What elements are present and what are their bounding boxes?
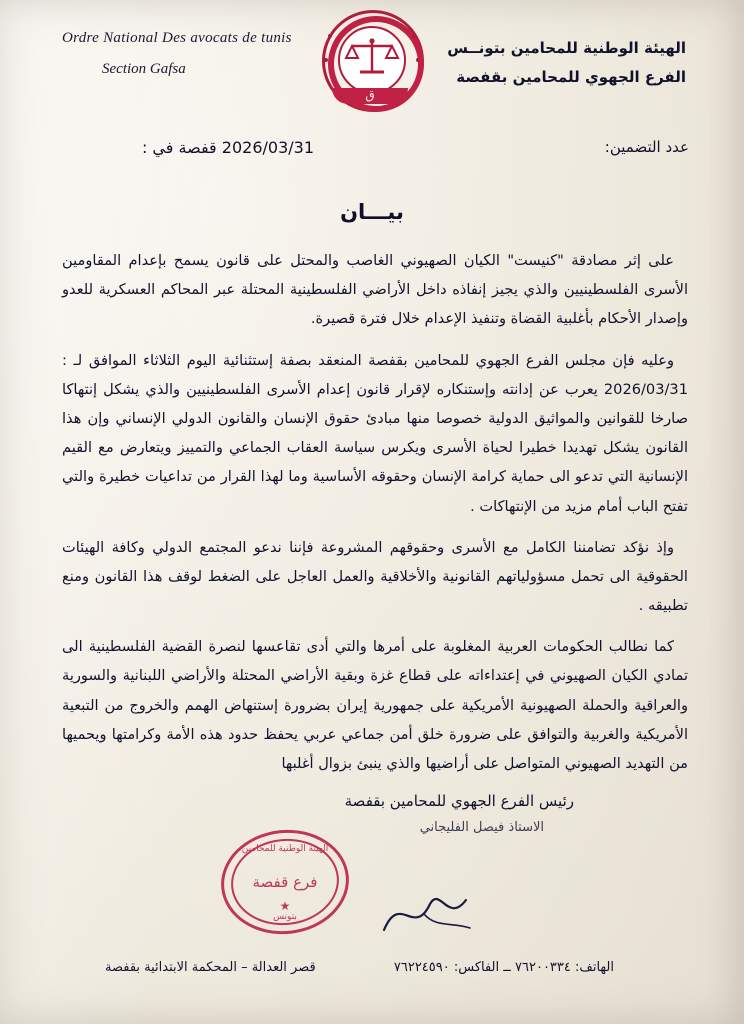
stamp-star-icon: ★ bbox=[279, 899, 291, 914]
seal-arabic-mark: ق bbox=[365, 88, 375, 102]
reference-number-label: عدد التضمين: bbox=[604, 138, 689, 156]
stamp-top-text: الهيئة الوطنية للمحامين bbox=[241, 844, 329, 855]
letterhead-arabic-line2: الفرع الجهوي للمحامين بقفصة bbox=[456, 67, 686, 86]
signatory-name: الاستاذ فيصل الفليجاني bbox=[419, 820, 544, 836]
letterhead-french-line1: Ordre National Des avocats de tunis bbox=[62, 30, 292, 46]
bar-association-seal-icon bbox=[316, 8, 428, 108]
document-date-label: قفصة في : bbox=[141, 138, 217, 157]
stamp-bottom-text: بتونس bbox=[273, 912, 297, 923]
letterhead-arabic bbox=[447, 34, 686, 91]
document-meta bbox=[0, 138, 744, 166]
letterhead bbox=[0, 0, 744, 120]
body-paragraph-2: وعليه فإن مجلس الفرع الجهوي للمحامين بقفصة المنعقد بصفة إستثنائية اليوم الثلاثاء الموافق لـ : 2026/03/31 يعرب عن إدانته وإستنكاره لإقرار قانون إعدام الأسرى الفلسطينيين والذي يشكل إنتهاكا صارخا للقوانين والمواثيق الدولية خصوصا منها مبادئ حقوق الإنسان والقانون الدولي الإنساني وإن هذا القانون يشكل تهديدا خطيرا لحياة الأسرى ويكرس سياسة العقاب الجماعي والتمييز ويتعارض مع القيم الإنسانية التي تدعو الى حماية كرامة الإنسان وحقوقه الأساسية وما لهذا القرار من تداعيات خطيرة والتي تفتح الباب أمام مزيد من الإنتهاكات . bbox=[62, 351, 688, 515]
body-paragraph-4: كما نطالب الحكومات العربية المغلوبة على أمرها والتي أدى تقاعسها لنصرة القضية الفلسطينية الى تمادي الكيان الصهيوني في إعتداءاته على قطاع غزة وبقية الأراضي المحتلة والأراضي اللبنانية والسورية والعراقية والحملة الصهيونية الأمريكية على جمهورية إيران بضرورة إستنهاض الهمم والخروج من التبعية الأمريكية والغربية والتوافق على ضرورة خلق أمن جماعي عربي يحفظ حدود هذه الأمة وكرامتها ويحميها من التهديد الصهيوني المتواصل على أراضيها والذي ينبئ بزوال أغلبها bbox=[62, 638, 688, 772]
body-paragraph-3: وإذ نؤكد تضامننا الكامل مع الأسرى وحقوقهم المشروعة فإننا ندعو المجتمع الدولي وكافة الهيئات الحقوقية الى تحمل مسؤولياتهم القانونية والأخلاقية والعمل العاجل على الضغط لوقف هذا القانون ومنع تطبيقه . bbox=[62, 538, 688, 615]
body-paragraph-1: على إثر مصادقة "كنيست" الكيان الصهيوني الغاصب والمحتل على قانون يسمح بإعدام المقاومين الأسرى الفلسطينيين والذي يجيز إنفاذه داخل الأراضي الفلسطينية المحتلة عبر المحاكم العسكرية للعدو وإصدار الأحكام بأغلبية القضاة وتنفيذ الإعدام خلال فترة قصيرة. bbox=[62, 252, 688, 328]
document-date bbox=[142, 138, 314, 157]
official-stamp bbox=[221, 830, 349, 934]
document-date-value: 2026/03/31 bbox=[221, 138, 314, 157]
signatory-role: رئيس الفرع الجهوي للمحامين بقفصة bbox=[344, 792, 574, 811]
seal-decorative-dots bbox=[316, 8, 428, 108]
letterhead-arabic-line1: الهيئة الوطنية للمحامين بتونــس bbox=[447, 39, 686, 57]
footer-address: قصر العدالة – المحكمة الابتدائية بقفصة bbox=[105, 960, 316, 975]
document-footer bbox=[0, 960, 744, 984]
signature-block bbox=[0, 792, 744, 962]
footer-phone: الهاتف: ٧٦٢٠٠٣٣٤ ــ الفاكس: ٧٦٢٢٤٥٩٠ bbox=[393, 960, 614, 975]
stamp-center-text: فرع قفصة bbox=[252, 873, 318, 892]
document-body bbox=[62, 246, 688, 778]
handwritten-signature bbox=[374, 884, 494, 944]
page-title: بيـــان bbox=[340, 200, 404, 224]
letterhead-french-line2: Section Gafsa bbox=[102, 61, 186, 77]
